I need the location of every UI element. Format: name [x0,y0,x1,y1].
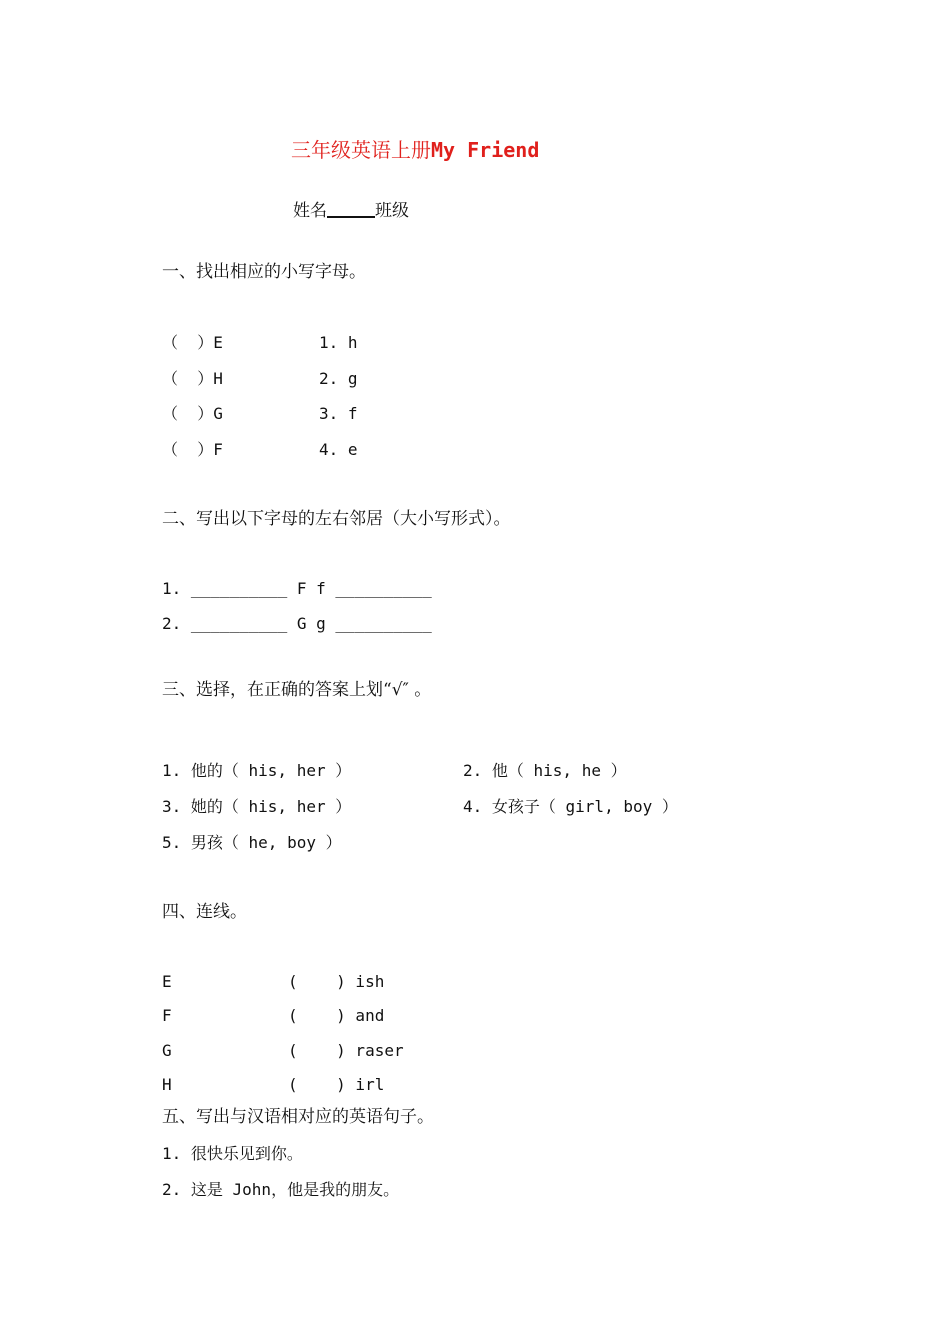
title-cn: 三年级英语上册 [291,138,431,162]
s5-item-1: 1. 很快乐见到你。 [162,1144,303,1163]
name-class-line [293,200,409,222]
s3-item-2: 2. 他（ his, he ） [463,761,627,780]
s4-left-1: E [162,972,172,991]
s4-right-3: ( ) raser [288,1041,404,1060]
s4-left-4: H [162,1075,172,1094]
s1-left-3: （ ）G [162,404,223,423]
s4-right-2: ( ) and [288,1006,385,1025]
s4-right-4: ( ) irl [288,1075,385,1094]
name-label: 姓名 [293,201,327,221]
s1-right-2: 2. g [319,369,358,388]
s5-item-2: 2. 这是 John，他是我的朋友。 [162,1180,400,1199]
section-2-heading: 二、写出以下字母的左右邻居（大小写形式）。 [162,509,511,529]
s3-item-3: 3. 她的（ his, her ） [162,797,352,816]
s3-item-4: 4. 女孩子（ girl, boy ） [463,797,678,816]
s4-left-3: G [162,1041,172,1060]
s4-left-2: F [162,1006,172,1025]
s2-item-2-num: 2. [162,614,182,633]
s2-item-1-letters: F f [296,579,326,598]
s3-item-1: 1. 他的（ his, her ） [162,761,352,780]
class-label: 班级 [375,201,409,221]
s1-right-1: 1. h [319,333,358,352]
page-title [291,139,539,161]
s1-left-1: （ ）E [162,333,223,352]
s1-right-3: 3. f [319,404,358,423]
s1-left-4: （ ）F [162,440,223,459]
s2-item-2 [162,613,432,635]
s2-item-1-blank-left[interactable]: __________ [190,579,288,598]
s3-item-5: 5. 男孩（ he, boy ） [162,833,342,852]
s2-item-2-blank-right[interactable]: __________ [335,614,432,633]
section-5-heading: 五、写出与汉语相对应的英语句子。 [162,1107,434,1127]
s4-right-1: ( ) ish [288,972,385,991]
s2-item-1-blank-right[interactable]: __________ [335,579,432,598]
title-en: My Friend [431,138,540,162]
s2-item-2-blank-left[interactable]: __________ [190,614,288,633]
section-3-heading: 三、选择，在正确的答案上划“√″ 。 [162,680,432,700]
section-4-heading: 四、连线。 [162,902,247,922]
s1-right-4: 4. e [319,440,358,459]
s2-item-1 [162,578,432,600]
name-blank[interactable] [327,200,375,218]
s2-item-2-letters: G g [296,614,326,633]
section-1-heading: 一、找出相应的小写字母。 [162,262,366,282]
s2-item-1-num: 1. [162,579,182,598]
s1-left-2: （ ）H [162,369,223,388]
